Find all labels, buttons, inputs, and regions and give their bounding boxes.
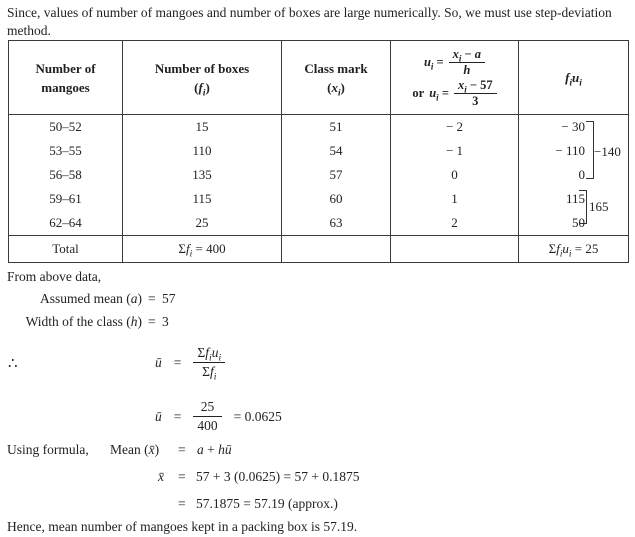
cell-fiui: − 30 xyxy=(519,115,629,140)
cell-frequency: 135 xyxy=(123,163,282,187)
group-sum-negative: −140 xyxy=(594,144,621,159)
header-text: Class mark xyxy=(304,60,368,76)
cell-class-interval: 50–52 xyxy=(9,115,123,140)
cell-class-mark: 57 xyxy=(282,163,391,187)
empty-cell xyxy=(282,236,391,263)
cell-frequency: 110 xyxy=(123,139,282,163)
fraction xyxy=(454,78,497,109)
calculation-line-2: 57.1875 = 57.19 (approx.) xyxy=(196,496,338,511)
fraction-denominator: h xyxy=(463,62,471,77)
header-text: Number of boxes xyxy=(154,60,250,76)
x-bar-symbol: x̄ xyxy=(158,469,164,484)
group-bracket-positive xyxy=(579,190,587,224)
cell-ui: 1 xyxy=(391,187,519,211)
table-row xyxy=(9,187,629,211)
header-class-mark xyxy=(282,41,391,115)
cell-class-mark: 54 xyxy=(282,139,391,163)
header-text: Number of xyxy=(35,60,96,76)
group-sum-positive: 165 xyxy=(589,199,609,214)
intro-line-1: Since, values of number of mangoes and number of boxes are large numerically. So, we must use step-deviation xyxy=(7,5,612,20)
total-fiui: $\Sigma f_iu_i = 25$ xyxy=(519,236,629,263)
cell-class-interval: 56–58 xyxy=(9,163,123,187)
fraction xyxy=(193,398,221,435)
header-number-of-mangoes xyxy=(9,41,123,115)
cell-fiui: 115 xyxy=(519,187,629,211)
u-bar-symbol: ū xyxy=(155,355,162,370)
header-number-of-boxes xyxy=(123,41,282,115)
fraction-denominator: $\Sigma f_i$ xyxy=(202,364,217,383)
equals-sign: = xyxy=(173,409,182,424)
cell-class-mark: 63 xyxy=(282,211,391,236)
cell-frequency: 15 xyxy=(123,115,282,140)
header-fiui xyxy=(519,41,629,115)
cell-ui: 2 xyxy=(391,211,519,236)
equals-sign: = xyxy=(178,496,186,511)
from-above-line: From above data, xyxy=(7,269,102,284)
cell-fiui: 0 xyxy=(519,163,629,187)
equals-sign: = xyxy=(148,291,156,306)
equals-sign: = xyxy=(148,314,156,329)
mean-label: Mean (x̄) xyxy=(110,442,160,457)
header-text: mangoes xyxy=(41,79,90,95)
fraction-denominator: 3 xyxy=(472,93,479,108)
table-row xyxy=(9,163,629,187)
total-row xyxy=(9,236,629,263)
u-bar-value xyxy=(155,398,282,435)
fraction xyxy=(193,344,225,381)
table-row xyxy=(9,139,629,163)
intro-line-2: method. xyxy=(7,23,51,38)
fraction xyxy=(449,47,485,78)
cell-ui: − 1 xyxy=(391,139,519,163)
group-bracket-negative xyxy=(586,121,594,179)
fiui-symbol: $f_iu_i$ xyxy=(565,70,582,89)
total-frequency: $\Sigma f_i = 400$ xyxy=(123,236,282,263)
header-ui-formula xyxy=(391,41,519,115)
intro-paragraph xyxy=(7,4,612,40)
cell-ui: − 2 xyxy=(391,115,519,140)
or-label: or xyxy=(412,85,425,100)
fraction-numerator: $\Sigma f_iu_i$ xyxy=(193,344,225,363)
cell-fiui: 50 xyxy=(519,211,629,236)
cell-frequency: 115 xyxy=(123,187,282,211)
mean-formula-rhs: a + hū xyxy=(197,442,232,457)
u-bar-result: = 0.0625 xyxy=(233,409,282,424)
calculation-line-1: 57 + 3 (0.0625) = 57 + 0.1875 xyxy=(196,469,360,484)
equals-sign: = xyxy=(178,442,186,457)
table-row xyxy=(9,115,629,140)
fraction-numerator: $x_i - 57$ xyxy=(454,78,497,94)
therefore-symbol: ∴ xyxy=(8,356,18,372)
equals-sign: = xyxy=(178,469,186,484)
cell-class-mark: 51 xyxy=(282,115,391,140)
cell-ui: 0 xyxy=(391,163,519,187)
cell-class-interval: 53–55 xyxy=(9,139,123,163)
assumed-mean-value: 57 xyxy=(162,291,176,306)
fraction-denominator: 400 xyxy=(197,418,218,433)
conclusion-line: Hence, mean number of mangoes kept in a packing box is 57.19. xyxy=(7,519,358,534)
cell-class-interval: 62–64 xyxy=(9,211,123,236)
ui-equals-2: $u_i$ = xyxy=(429,85,449,102)
cell-class-mark: 60 xyxy=(282,187,391,211)
u-bar-formula xyxy=(155,344,225,381)
table-row xyxy=(9,211,629,236)
u-bar-symbol: ū xyxy=(155,409,162,424)
frequency-table xyxy=(8,40,629,263)
header-fi-symbol: $(f_i)$ xyxy=(194,79,210,99)
header-xi-symbol: $(x_i)$ xyxy=(327,79,345,99)
total-label: Total xyxy=(9,236,123,263)
fraction-numerator: $x_i - a$ xyxy=(449,47,485,63)
class-width-value: 3 xyxy=(162,314,169,329)
fraction-numerator: 25 xyxy=(193,398,221,417)
ui-formula-line-1 xyxy=(391,47,518,78)
equals-sign: = xyxy=(173,355,182,370)
assumed-mean-label: Assumed mean (a) xyxy=(40,291,142,306)
cell-class-interval: 59–61 xyxy=(9,187,123,211)
ui-formula-line-2 xyxy=(391,78,518,109)
ui-equals: $u_i$ = xyxy=(423,54,444,71)
cell-fiui: − 110 xyxy=(519,139,629,163)
cell-frequency: 25 xyxy=(123,211,282,236)
empty-cell xyxy=(391,236,519,263)
class-width-label: Width of the class (h) xyxy=(25,314,142,329)
table-header-row xyxy=(9,41,629,115)
using-formula-label: Using formula, xyxy=(7,442,89,457)
